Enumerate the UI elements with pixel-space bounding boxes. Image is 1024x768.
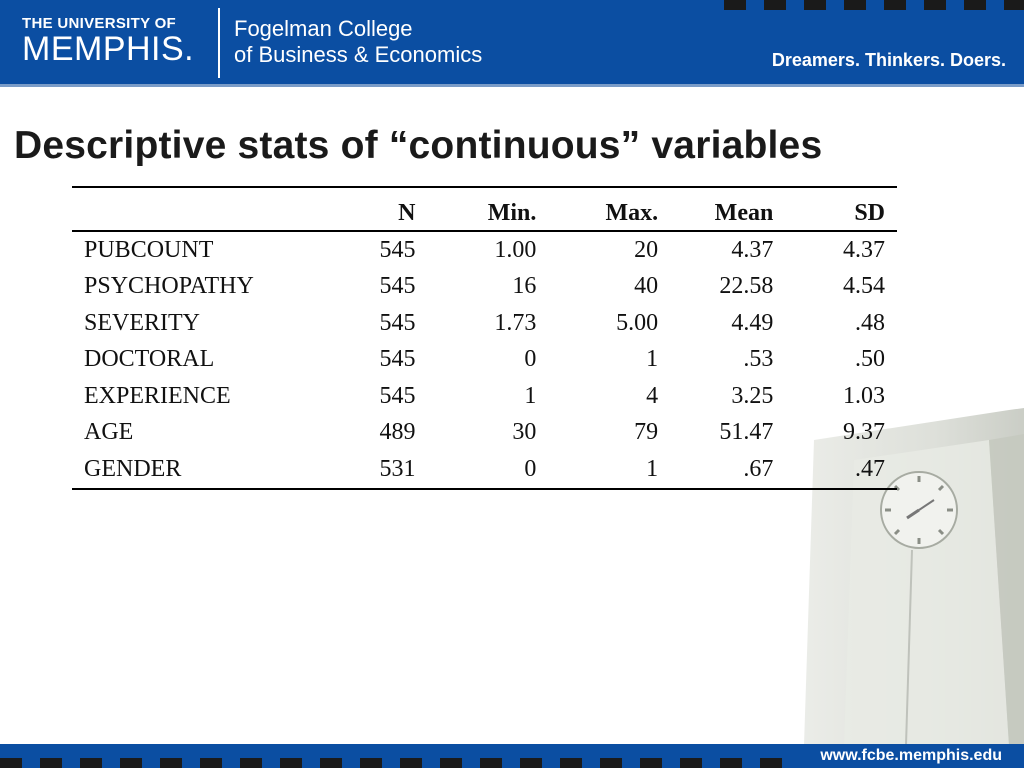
memphis-logo: MEMPHIS.	[22, 30, 195, 68]
table-row	[72, 451, 897, 489]
row-sd: 1.03	[843, 382, 885, 409]
table-row	[72, 415, 897, 452]
slide-title: Descriptive stats of “continuous” variables	[14, 124, 823, 167]
table-row	[72, 305, 897, 342]
header-underline	[0, 84, 1024, 87]
row-variable: PUBCOUNT	[84, 236, 214, 263]
row-mean: 4.37	[731, 236, 774, 263]
column-header-sd: SD	[854, 199, 885, 226]
row-max: 20	[634, 236, 659, 263]
row-variable: PSYCHOPATHY	[84, 273, 254, 300]
table-row	[72, 342, 897, 379]
column-header-mean: Mean	[714, 199, 774, 226]
row-variable: DOCTORAL	[84, 346, 215, 373]
column-header-max: Max.	[605, 199, 659, 226]
row-sd: 4.54	[843, 273, 885, 300]
row-min: 0	[524, 455, 537, 482]
row-max: 40	[634, 273, 659, 300]
row-max: 1	[646, 455, 659, 482]
row-n: 545	[379, 382, 416, 409]
college-name-line1: Fogelman College	[234, 16, 413, 41]
footer-bar	[0, 744, 1024, 768]
row-min: 1	[524, 382, 537, 409]
row-mean: 4.49	[731, 309, 774, 336]
row-mean: 51.47	[719, 419, 774, 446]
university-label: THE UNIVERSITY OF	[22, 15, 177, 32]
row-variable: SEVERITY	[84, 309, 200, 336]
header-banner	[0, 0, 1024, 86]
tagline: Dreamers. Thinkers. Doers.	[771, 50, 1006, 70]
row-sd: .50	[855, 346, 885, 373]
row-mean: .53	[743, 346, 774, 373]
row-sd: .47	[855, 455, 885, 482]
row-mean: 22.58	[719, 273, 774, 300]
row-max: 1	[646, 346, 659, 373]
row-variable: GENDER	[84, 455, 182, 482]
column-header-variable	[72, 187, 329, 231]
table-header-row	[72, 187, 897, 231]
row-min: 1.00	[494, 236, 537, 263]
row-n: 489	[379, 419, 416, 446]
row-max: 79	[634, 419, 659, 446]
column-header-min: Min.	[487, 199, 537, 226]
table-row	[72, 269, 897, 306]
row-n: 531	[379, 455, 416, 482]
row-min: 30	[512, 419, 537, 446]
row-min: 1.73	[494, 309, 537, 336]
row-sd: .48	[855, 309, 885, 336]
table-row	[72, 231, 897, 269]
row-mean: .67	[743, 455, 774, 482]
table-row	[72, 378, 897, 415]
row-variable: EXPERIENCE	[84, 382, 231, 409]
column-header-n: N	[398, 199, 416, 226]
row-min: 16	[512, 273, 537, 300]
row-sd: 4.37	[843, 236, 885, 263]
row-mean: 3.25	[731, 382, 774, 409]
logo-divider	[218, 8, 220, 78]
row-n: 545	[379, 273, 416, 300]
row-n: 545	[379, 236, 416, 263]
row-max: 4	[646, 382, 659, 409]
descriptive-stats-table	[72, 186, 897, 490]
college-name-line2: of Business & Economics	[234, 42, 483, 67]
row-n: 545	[379, 346, 416, 373]
row-n: 545	[379, 309, 416, 336]
row-variable: AGE	[84, 419, 134, 446]
row-sd: 9.37	[843, 419, 885, 446]
row-max: 5.00	[616, 309, 659, 336]
footer-url[interactable]: www.fcbe.memphis.edu	[820, 747, 1002, 764]
row-min: 0	[524, 346, 537, 373]
